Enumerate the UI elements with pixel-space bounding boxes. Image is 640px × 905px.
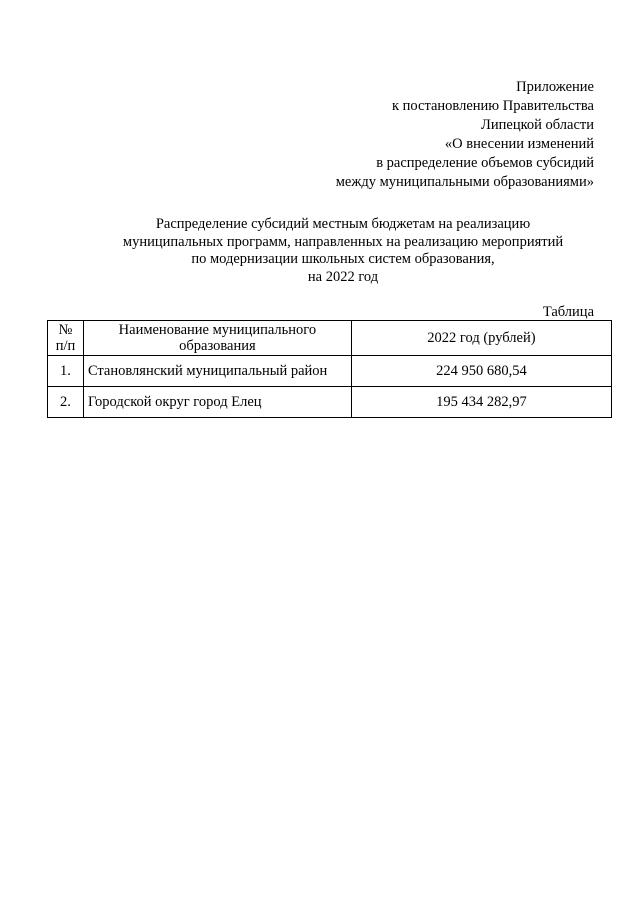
appendix-line: Приложение [516,79,594,95]
header-number-line2: п/п [55,338,76,354]
header-municipality-line1: Наименование муниципального [118,322,317,338]
table-caption: Таблица [542,304,594,320]
header-amount: 2022 год (рублей) [351,321,611,356]
row-municipality: Городской округ город Елец [83,387,351,418]
title-line: по модернизации школьных систем образования, [191,251,495,267]
row-number: 2. [48,387,84,418]
appendix-line: «О внесении изменений [444,136,594,152]
title-line: муниципальных программ, направленных на реализацию мероприятий [122,233,564,250]
header-number [48,321,84,356]
table-row [48,387,612,418]
header-municipality-line2: образования [179,338,256,354]
table-header-row [48,321,612,356]
header-municipality [83,321,351,356]
appendix-line: между муниципальными образованиями» [335,174,594,190]
table-row [48,356,612,387]
appendix-header [234,78,594,192]
row-amount: 195 434 282,97 [351,387,611,418]
subsidies-table [47,320,612,418]
header-number-line1: № [58,322,73,338]
title-line: на 2022 год [307,268,379,285]
appendix-line: в распределение объемов субсидий [376,155,594,171]
row-number: 1. [48,356,84,387]
appendix-line: Липецкой области [481,117,594,133]
title-line: Распределение субсидий местным бюджетам на реализацию [155,216,531,232]
appendix-line: к постановлению Правительства [392,98,594,114]
row-municipality: Становлянский муниципальный район [83,356,351,387]
row-amount: 224 950 680,54 [351,356,611,387]
document-title [40,216,640,286]
